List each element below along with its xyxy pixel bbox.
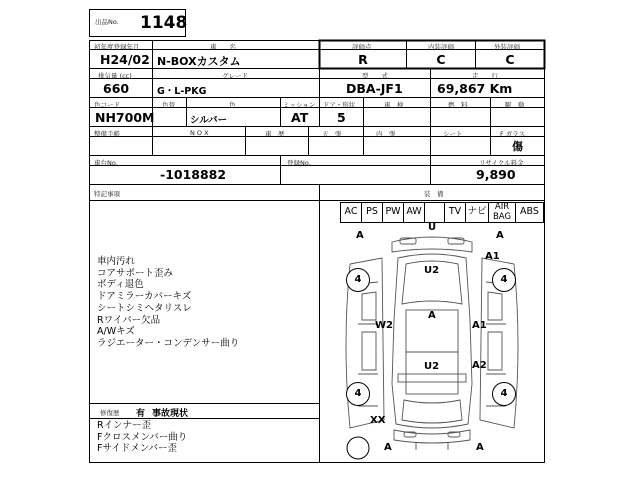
car-name-label: 車 名 xyxy=(210,43,236,51)
note-line: シートシミヘタリスレ xyxy=(97,302,192,314)
color-code-label: 色コード xyxy=(94,101,120,109)
model-label: 型 式 xyxy=(362,72,388,80)
tire-front-left: 4 xyxy=(346,268,370,292)
equipment-blank xyxy=(425,202,445,222)
mark-a2: A2 xyxy=(472,360,487,371)
repair-status: 事故現状 xyxy=(152,409,189,419)
mark-top: U xyxy=(428,222,437,233)
grade-value: G・L-PKG xyxy=(157,86,207,97)
mark-rear-right: A xyxy=(476,442,484,453)
displacement-value: 660 xyxy=(103,81,130,96)
score-value: R xyxy=(358,52,368,67)
equipment-label: 装 備 xyxy=(424,190,444,198)
equipment-pw: PW xyxy=(383,202,404,222)
repair-label: 修復歴 xyxy=(100,409,120,417)
mileage-value: 69,867 Km xyxy=(437,81,513,96)
note-line: ボディ退色 xyxy=(97,279,144,291)
mark-xx: XX xyxy=(370,415,386,426)
tire-rear-left: 4 xyxy=(346,382,370,406)
mission-label: ミッション xyxy=(283,101,316,109)
mark-front-right: A xyxy=(496,230,504,241)
spare-tire-icon xyxy=(347,437,369,459)
seat-label: シート xyxy=(443,130,463,138)
score-label: 評価点 xyxy=(352,43,372,51)
mark-a1-top: A1 xyxy=(485,251,500,262)
exterior-score-value: C xyxy=(505,52,515,67)
repair-list xyxy=(97,420,187,455)
equipment-airbag: AIR BAG xyxy=(489,202,516,222)
color-label: 色 xyxy=(229,101,236,109)
mark-center: A xyxy=(428,310,436,321)
nox-label: N O X xyxy=(190,129,209,137)
equipment-tv: TV xyxy=(445,202,466,222)
chassis-label: 車台No. xyxy=(94,159,118,167)
mileage-label: 走 行 xyxy=(472,72,498,80)
color-change-label: 色替 xyxy=(162,101,175,109)
tire-front-right: 4 xyxy=(492,268,516,292)
repair-value: 有 xyxy=(136,409,146,419)
interior-lining-label: 内 張 xyxy=(376,130,396,138)
exterior-score-label: 外装評価 xyxy=(494,43,520,51)
repair-line: Fサイドメンバー歪 xyxy=(97,443,178,455)
glass-value: 傷 xyxy=(512,140,523,153)
first-reg-label: 初年度登録年月 xyxy=(94,43,140,51)
drive-label: 駆 動 xyxy=(505,101,525,109)
mark-u2-bottom: U2 xyxy=(424,361,440,372)
mission-value: AT xyxy=(291,110,309,125)
registration-label: 登録No. xyxy=(287,159,311,167)
inspection-label: 車 検 xyxy=(384,101,404,109)
model-value: DBA-JF1 xyxy=(346,81,403,96)
interior-score-label: 内装評価 xyxy=(428,43,454,51)
lot-label: 出品No. xyxy=(95,18,119,26)
fuel-label: 燃 料 xyxy=(448,101,468,109)
mark-front-left: A xyxy=(356,230,364,241)
equipment-navi: ナビ xyxy=(466,202,489,222)
repair-line: Rインナー歪 xyxy=(97,420,152,431)
doors-label: ドア・形状 xyxy=(323,101,356,109)
tire-rear-right: 4 xyxy=(492,382,516,406)
note-line: ドアミラーカバーキズ xyxy=(97,291,192,303)
interior-score-value: C xyxy=(436,52,446,67)
notes-label: 特記事項 xyxy=(94,190,120,198)
equipment-aw: AW xyxy=(404,202,425,222)
recycle-label: リサイクル料金 xyxy=(479,159,524,167)
color-name-value: シルバー xyxy=(190,115,228,126)
notes-list xyxy=(97,256,239,350)
car-name-value: N-BOXカスタム xyxy=(157,55,241,68)
mark-u2-top: U2 xyxy=(424,265,440,276)
recycle-value: 9,890 xyxy=(476,167,516,182)
equipment-ps: PS xyxy=(362,202,383,222)
manual-label: 整備手帳 xyxy=(94,130,120,138)
mark-rear-left: A xyxy=(384,442,392,453)
sunroof-label: 天 張 xyxy=(322,130,342,138)
note-line: ラジエーター・コンデンサー曲り xyxy=(97,337,240,349)
chassis-value: -1018882 xyxy=(160,167,227,182)
glass-label: F ガラス xyxy=(500,130,526,138)
car-diagram xyxy=(320,224,544,462)
note-line: Rワイパー欠品 xyxy=(97,314,161,326)
grade-label: グレード xyxy=(222,72,248,80)
mark-a1-mid: A1 xyxy=(472,320,487,331)
first-reg-value: H24/02 xyxy=(100,52,150,67)
note-line: A/Wキズ xyxy=(97,326,135,338)
displacement-label: 排気量 (cc) xyxy=(98,72,132,80)
color-code-value: NH700M xyxy=(95,110,155,125)
lot-number: 1148 xyxy=(140,13,188,33)
mark-w2: W2 xyxy=(375,320,393,331)
note-line: コアサポート歪み xyxy=(97,267,174,279)
note-line: 車内汚れ xyxy=(97,256,136,267)
equipment-ac: AC xyxy=(341,202,362,222)
repair-line: Fクロスメンバー曲り xyxy=(97,431,188,443)
history-label: 車 歴 xyxy=(265,130,285,138)
doors-value: 5 xyxy=(337,110,346,125)
equipment-abs: ABS xyxy=(520,206,539,217)
